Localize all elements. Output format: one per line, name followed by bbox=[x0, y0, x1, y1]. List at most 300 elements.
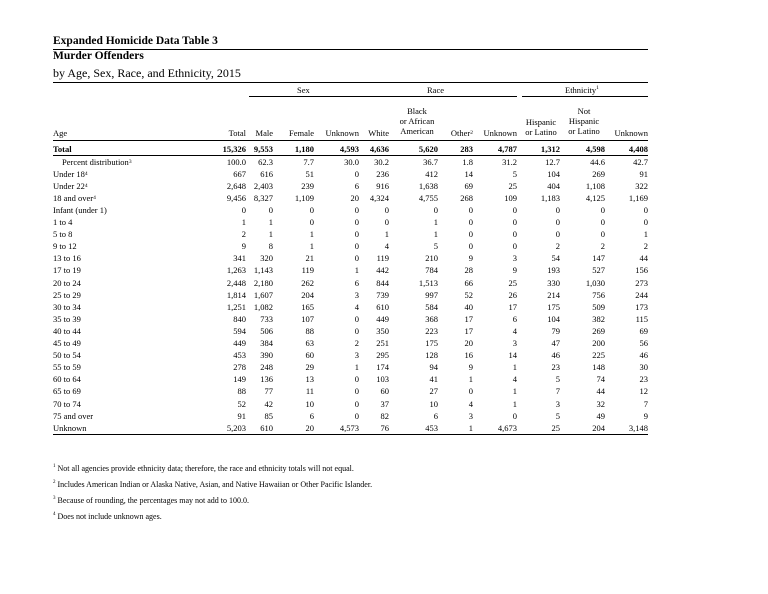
table-cell: 165 bbox=[301, 301, 314, 312]
table-cell: 0 bbox=[468, 241, 473, 252]
table-cell: 1 bbox=[438, 422, 473, 435]
table-cell: 2,448 bbox=[226, 277, 246, 288]
row-label: 65 to 69 bbox=[53, 386, 81, 397]
table-cell: 4,324 bbox=[369, 192, 389, 203]
table-cell: 103 bbox=[376, 374, 389, 385]
table-cell: 330 bbox=[547, 277, 560, 288]
table-row bbox=[53, 217, 648, 229]
table-cell: 1.8 bbox=[462, 156, 473, 167]
table-cell: 1 bbox=[433, 229, 438, 240]
table-cell: 30.0 bbox=[344, 156, 359, 167]
table-cell: 739 bbox=[376, 289, 389, 300]
group-header-ethnicity: Ethnicity$^1$ bbox=[565, 85, 599, 95]
table-cell: 1,108 bbox=[585, 180, 605, 191]
table-cell: 4 bbox=[468, 398, 473, 409]
table-cell: 9,553 bbox=[246, 143, 273, 156]
table-cell: 0 bbox=[512, 217, 517, 228]
table-cell: 2 bbox=[241, 229, 246, 240]
table-cell: 44 bbox=[639, 253, 648, 264]
table-cell: 6 bbox=[354, 180, 359, 191]
table-row bbox=[53, 313, 648, 325]
table-cell: 4,408 bbox=[605, 143, 648, 156]
table-cell: 14 bbox=[508, 350, 517, 361]
table-cell: 4 bbox=[354, 301, 359, 312]
table-cell: 56 bbox=[639, 338, 648, 349]
table-cell: 320 bbox=[260, 253, 273, 264]
table-cell: 44.6 bbox=[590, 156, 605, 167]
table-cell: 49 bbox=[596, 410, 605, 421]
table-cell: 0 bbox=[354, 168, 359, 179]
table-cell: 5 bbox=[433, 241, 438, 252]
table-cell: 9 bbox=[468, 253, 473, 264]
table-cell: 17 bbox=[464, 325, 473, 336]
table-cell: 63 bbox=[305, 338, 314, 349]
row-label: 5 to 8 bbox=[53, 229, 73, 240]
table-cell: 225 bbox=[592, 350, 605, 361]
table-cell: 0 bbox=[354, 241, 359, 252]
table-cell: 0 bbox=[468, 217, 473, 228]
table-cell: 1 bbox=[268, 217, 273, 228]
table-cell: 156 bbox=[635, 265, 648, 276]
table-row bbox=[53, 229, 648, 241]
table-cell: 0 bbox=[354, 229, 359, 240]
table-cell: 3 bbox=[354, 350, 359, 361]
table-cell: 29 bbox=[305, 362, 314, 373]
table-cell: 109 bbox=[504, 192, 517, 203]
table-cell: 204 bbox=[560, 422, 605, 435]
table-cell: 1,251 bbox=[226, 301, 246, 312]
table-cell: 368 bbox=[425, 313, 438, 324]
col-header-sex-unknown: Unknown bbox=[325, 128, 359, 138]
row-label: 50 to 54 bbox=[53, 350, 81, 361]
table-cell: 173 bbox=[635, 301, 648, 312]
table-cell: 3 bbox=[354, 289, 359, 300]
table-cell: 506 bbox=[260, 325, 273, 336]
table-row bbox=[53, 277, 648, 289]
table-cell: 136 bbox=[260, 374, 273, 385]
table-row bbox=[53, 265, 648, 277]
row-label: Percent distribution$^3$ bbox=[62, 156, 132, 167]
table-cell: 8,327 bbox=[253, 192, 273, 203]
table-cell: 390 bbox=[260, 350, 273, 361]
table-cell: 4 bbox=[384, 241, 389, 252]
table-cell: 4,593 bbox=[314, 143, 359, 156]
table-cell: 449 bbox=[376, 313, 389, 324]
group-header-sex: Sex bbox=[297, 85, 310, 95]
table-cell: 453 bbox=[233, 350, 246, 361]
table-cell: 4 bbox=[512, 325, 517, 336]
table-cell: 1 bbox=[384, 229, 389, 240]
table-cell: 7 bbox=[643, 398, 648, 409]
table-row bbox=[53, 204, 648, 216]
table-cell: 23 bbox=[639, 374, 648, 385]
table-cell: 5 bbox=[512, 168, 517, 179]
row-label: 9 to 12 bbox=[53, 241, 77, 252]
table-cell: 0 bbox=[512, 410, 517, 421]
col-header-race-unknown: Unknown bbox=[483, 128, 517, 138]
table-cell: 4,755 bbox=[418, 192, 438, 203]
table-cell: 4,125 bbox=[585, 192, 605, 203]
table-cell: 79 bbox=[551, 325, 560, 336]
table-row bbox=[53, 338, 648, 350]
table-cell: 94 bbox=[429, 362, 438, 373]
table-cell: 21 bbox=[305, 253, 314, 264]
table-cell: 269 bbox=[592, 168, 605, 179]
table-cell: 4 bbox=[512, 374, 517, 385]
table-row bbox=[53, 362, 648, 374]
table-cell: 0 bbox=[384, 217, 389, 228]
table-cell: 1,183 bbox=[540, 192, 560, 203]
row-label: 20 to 24 bbox=[53, 277, 81, 288]
table-cell: 449 bbox=[233, 338, 246, 349]
col-header-female: Female bbox=[288, 128, 314, 138]
table-cell: 0 bbox=[354, 374, 359, 385]
table-cell: 6 bbox=[354, 277, 359, 288]
table-cell: 1,638 bbox=[418, 180, 438, 191]
table-cell: 62.3 bbox=[258, 156, 273, 167]
table-row bbox=[53, 168, 648, 180]
col-header-ethnicity-unknown: Unknown bbox=[614, 128, 648, 138]
table-cell: 3 bbox=[512, 253, 517, 264]
table-cell: 1,169 bbox=[628, 192, 648, 203]
table-cell: 17 bbox=[464, 313, 473, 324]
table-cell: 107 bbox=[301, 313, 314, 324]
table-cell: 1 bbox=[354, 362, 359, 373]
table-cell: 5,203 bbox=[194, 422, 246, 435]
table-cell: 0 bbox=[354, 386, 359, 397]
table-cell: 840 bbox=[233, 313, 246, 324]
table-subtitle: Murder Offenders bbox=[53, 50, 144, 62]
table-cell: 404 bbox=[547, 180, 560, 191]
table-cell: 25 bbox=[508, 180, 517, 191]
table-cell: 4,787 bbox=[473, 143, 517, 156]
col-header-male: Male bbox=[255, 128, 273, 138]
table-cell: 1 bbox=[468, 374, 473, 385]
table-cell: 200 bbox=[592, 338, 605, 349]
row-label: Unknown bbox=[53, 422, 194, 435]
table-cell: 6 bbox=[433, 410, 438, 421]
row-label: 1 to 4 bbox=[53, 217, 73, 228]
table-cell: 269 bbox=[592, 325, 605, 336]
table-cell: 6 bbox=[309, 410, 314, 421]
table-cell: 42 bbox=[264, 398, 273, 409]
table-row bbox=[53, 398, 648, 410]
table-cell: 115 bbox=[635, 313, 648, 324]
table-row bbox=[53, 410, 648, 422]
table-cell: 251 bbox=[376, 338, 389, 349]
table-cell: 40 bbox=[464, 301, 473, 312]
table-cell: 1 bbox=[512, 386, 517, 397]
table-cell: 0 bbox=[354, 325, 359, 336]
top-rule bbox=[53, 82, 648, 83]
table-cell: 69 bbox=[464, 180, 473, 191]
row-label: 30 to 34 bbox=[53, 301, 81, 312]
table-cell: 104 bbox=[547, 313, 560, 324]
table-cell: 119 bbox=[301, 265, 314, 276]
table-cell: 5 bbox=[555, 410, 560, 421]
table-cell: 1 bbox=[309, 229, 314, 240]
table-cell: 88 bbox=[237, 386, 246, 397]
row-label: 25 to 29 bbox=[53, 289, 81, 300]
table-cell: 1 bbox=[241, 217, 246, 228]
table-cell: 104 bbox=[547, 168, 560, 179]
table-cell: 16 bbox=[464, 350, 473, 361]
table-cell: 46 bbox=[551, 350, 560, 361]
table-cell: 733 bbox=[260, 313, 273, 324]
data-table bbox=[53, 143, 648, 435]
table-cell: 2 bbox=[643, 241, 648, 252]
table-cell: 1,030 bbox=[585, 277, 605, 288]
table-cell: 0 bbox=[555, 229, 560, 240]
table-cell: 0 bbox=[600, 205, 605, 216]
table-cell: 0 bbox=[354, 217, 359, 228]
table-cell: 47 bbox=[551, 338, 560, 349]
table-cell: 37 bbox=[380, 398, 389, 409]
table-cell: 239 bbox=[301, 180, 314, 191]
header-rule bbox=[53, 140, 648, 141]
table-cell: 3 bbox=[512, 338, 517, 349]
table-cell: 0 bbox=[384, 205, 389, 216]
table-cell: 0 bbox=[433, 205, 438, 216]
row-label: 55 to 59 bbox=[53, 362, 81, 373]
table-cell: 584 bbox=[425, 301, 438, 312]
col-header-white: White bbox=[368, 128, 389, 138]
table-cell: 0 bbox=[468, 205, 473, 216]
table-cell: 28 bbox=[464, 265, 473, 276]
table-cell: 25 bbox=[508, 277, 517, 288]
table-cell: 1,607 bbox=[253, 289, 273, 300]
table-cell: 10 bbox=[305, 398, 314, 409]
table-cell: 0 bbox=[468, 229, 473, 240]
table-cell: 1 bbox=[512, 362, 517, 373]
table-cell: 20 bbox=[350, 192, 359, 203]
table-cell: 1,180 bbox=[273, 143, 314, 156]
col-header-other: Other$^2$ bbox=[450, 128, 473, 138]
table-cell: 25 bbox=[517, 422, 560, 435]
table-row bbox=[53, 350, 648, 362]
table-cell: 610 bbox=[376, 301, 389, 312]
row-label: 40 to 44 bbox=[53, 325, 81, 336]
col-header-hispanic: Hispanic or Latino bbox=[525, 117, 557, 137]
table-row bbox=[53, 422, 648, 435]
table-cell: 262 bbox=[301, 277, 314, 288]
table-cell: 2,403 bbox=[253, 180, 273, 191]
row-label: 35 to 39 bbox=[53, 313, 81, 324]
table-cell: 175 bbox=[425, 338, 438, 349]
table-cell: 74 bbox=[596, 374, 605, 385]
table-cell: 175 bbox=[547, 301, 560, 312]
table-cell: 1 bbox=[512, 398, 517, 409]
table-cell: 8 bbox=[268, 241, 273, 252]
table-cell: 223 bbox=[425, 325, 438, 336]
table-cell: 5 bbox=[555, 374, 560, 385]
table-cell: 27 bbox=[429, 386, 438, 397]
table-cell: 0 bbox=[354, 398, 359, 409]
table-cell: 0 bbox=[354, 313, 359, 324]
table-cell: 1,143 bbox=[253, 265, 273, 276]
table-cell: 384 bbox=[260, 338, 273, 349]
table-cell: 1,109 bbox=[294, 192, 314, 203]
table-cell: 0 bbox=[512, 241, 517, 252]
table-cell: 4,636 bbox=[359, 143, 389, 156]
table-cell: 0 bbox=[643, 217, 648, 228]
table-cell: 100.0 bbox=[226, 156, 246, 167]
table-cell: 52 bbox=[464, 289, 473, 300]
table-cell: 0 bbox=[354, 205, 359, 216]
table-cell: 42.7 bbox=[633, 156, 648, 167]
table-cell: 1 bbox=[643, 229, 648, 240]
table-cell: 66 bbox=[464, 277, 473, 288]
table-cell: 210 bbox=[425, 253, 438, 264]
table-cell: 15,326 bbox=[194, 143, 246, 156]
row-label: 75 and over bbox=[53, 410, 94, 421]
table-cell: 52 bbox=[237, 398, 246, 409]
table-cell: 1,814 bbox=[226, 289, 246, 300]
table-cell: 149 bbox=[233, 374, 246, 385]
table-cell: 0 bbox=[309, 205, 314, 216]
table-row bbox=[53, 289, 648, 301]
table-cell: 0 bbox=[512, 229, 517, 240]
col-header-total: Total bbox=[228, 128, 246, 138]
table-cell: 248 bbox=[260, 362, 273, 373]
table-cell: 1 bbox=[433, 217, 438, 228]
row-label: 17 to 19 bbox=[53, 265, 81, 276]
table-cell: 0 bbox=[600, 229, 605, 240]
table-cell: 20 bbox=[464, 338, 473, 349]
table-cell: 54 bbox=[551, 253, 560, 264]
table-cell: 594 bbox=[233, 325, 246, 336]
table-cell: 76 bbox=[359, 422, 389, 435]
table-cell: 527 bbox=[592, 265, 605, 276]
table-cell: 283 bbox=[438, 143, 473, 156]
table-cell: 4,573 bbox=[314, 422, 359, 435]
table-row bbox=[53, 253, 648, 265]
table-cell: 0 bbox=[354, 253, 359, 264]
race-group-rule bbox=[362, 96, 517, 97]
table-cell: 2,648 bbox=[226, 180, 246, 191]
group-header-race: Race bbox=[427, 85, 444, 95]
row-label: 70 to 74 bbox=[53, 398, 81, 409]
table-cell: 31.2 bbox=[502, 156, 517, 167]
table-cell: 69 bbox=[639, 325, 648, 336]
table-cell: 0 bbox=[354, 410, 359, 421]
table-cell: 13 bbox=[305, 374, 314, 385]
table-cell: 0 bbox=[241, 205, 246, 216]
table-cell: 0 bbox=[512, 205, 517, 216]
table-cell: 214 bbox=[547, 289, 560, 300]
footnote-2: $^2$ Includes American Indian or Alaska Native, Asian, and Native Hawaiian or Other Pacific Islander. bbox=[53, 480, 373, 489]
table-cell: 1 bbox=[268, 229, 273, 240]
col-header-age: Age bbox=[53, 128, 68, 138]
table-cell: 2 bbox=[600, 241, 605, 252]
table-cell: 2 bbox=[555, 241, 560, 252]
table-cell: 784 bbox=[425, 265, 438, 276]
table-row bbox=[53, 374, 648, 386]
table-cell: 14 bbox=[464, 168, 473, 179]
table-cell: 148 bbox=[592, 362, 605, 373]
table-cell: 1,513 bbox=[418, 277, 438, 288]
table-cell: 128 bbox=[425, 350, 438, 361]
table-cell: 30 bbox=[639, 362, 648, 373]
table-cell: 4,673 bbox=[473, 422, 517, 435]
table-cell: 193 bbox=[547, 265, 560, 276]
table-cell: 1 bbox=[309, 241, 314, 252]
table-cell: 46 bbox=[639, 350, 648, 361]
table-cell: 412 bbox=[425, 168, 438, 179]
row-label: Total bbox=[53, 143, 194, 156]
table-cell: 0 bbox=[555, 217, 560, 228]
table-cell: 997 bbox=[425, 289, 438, 300]
table-cell: 295 bbox=[376, 350, 389, 361]
ethnicity-group-rule bbox=[522, 96, 648, 97]
table-cell: 1 bbox=[354, 265, 359, 276]
table-cell: 3,148 bbox=[605, 422, 648, 435]
footnote-3: $^3$ Because of rounding, the percentages may not add to 100.0. bbox=[53, 496, 249, 505]
table-description: by Age, Sex, Race, and Ethnicity, 2015 bbox=[53, 66, 241, 80]
table-cell: 916 bbox=[376, 180, 389, 191]
table-row bbox=[53, 301, 648, 313]
table-cell: 36.7 bbox=[423, 156, 438, 167]
table-cell: 278 bbox=[233, 362, 246, 373]
footnote-4: $^4$ Does not include unknown ages. bbox=[53, 512, 162, 521]
table-cell: 91 bbox=[639, 168, 648, 179]
table-cell: 1,312 bbox=[517, 143, 560, 156]
table-cell: 32 bbox=[596, 398, 605, 409]
table-row bbox=[53, 156, 648, 169]
table-cell: 77 bbox=[264, 386, 273, 397]
table-cell: 2 bbox=[354, 338, 359, 349]
row-label: 18 and over$^4$ bbox=[53, 192, 96, 203]
table-cell: 244 bbox=[635, 289, 648, 300]
table-cell: 51 bbox=[305, 168, 314, 179]
table-cell: 268 bbox=[460, 192, 473, 203]
table-cell: 9 bbox=[512, 265, 517, 276]
table-cell: 509 bbox=[592, 301, 605, 312]
table-cell: 442 bbox=[376, 265, 389, 276]
table-cell: 9 bbox=[643, 410, 648, 421]
table-cell: 17 bbox=[508, 301, 517, 312]
table-cell: 1,263 bbox=[226, 265, 246, 276]
row-label: Under $22^4$ bbox=[53, 180, 88, 191]
table-cell: 236 bbox=[376, 168, 389, 179]
row-label: 60 to 64 bbox=[53, 374, 81, 385]
table-cell: 610 bbox=[246, 422, 273, 435]
col-header-not-hispanic: Not Hispanic or Latino bbox=[568, 106, 600, 136]
table-cell: 85 bbox=[264, 410, 273, 421]
row-label: 13 to 16 bbox=[53, 253, 81, 264]
table-cell: 341 bbox=[233, 253, 246, 264]
table-cell: 350 bbox=[376, 325, 389, 336]
table-cell: 26 bbox=[508, 289, 517, 300]
table-cell: 756 bbox=[592, 289, 605, 300]
title-rule bbox=[53, 49, 648, 50]
row-label: 45 to 49 bbox=[53, 338, 81, 349]
table-cell: 30.2 bbox=[374, 156, 389, 167]
table-cell: 20 bbox=[273, 422, 314, 435]
table-cell: 273 bbox=[635, 277, 648, 288]
table-row bbox=[53, 241, 648, 253]
table-cell: 0 bbox=[643, 205, 648, 216]
table-row bbox=[53, 325, 648, 337]
table-cell: 7 bbox=[555, 386, 560, 397]
table-cell: 88 bbox=[305, 325, 314, 336]
table-cell: 382 bbox=[592, 313, 605, 324]
table-cell: 9,456 bbox=[226, 192, 246, 203]
table-row bbox=[53, 143, 648, 156]
table-cell: 41 bbox=[429, 374, 438, 385]
table-cell: 119 bbox=[376, 253, 389, 264]
table-cell: 0 bbox=[600, 217, 605, 228]
